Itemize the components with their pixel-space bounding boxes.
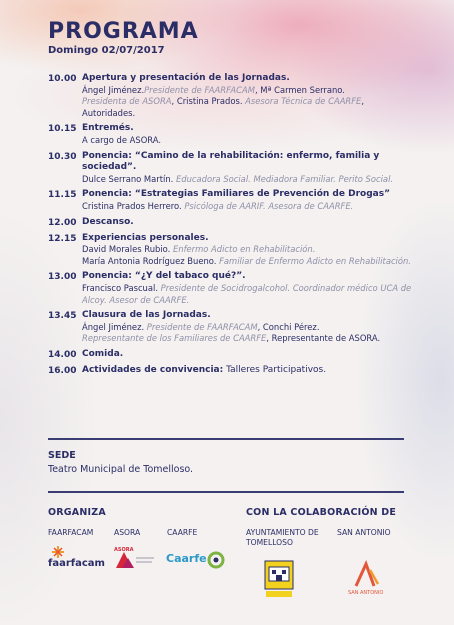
venue-name: Teatro Municipal de Tomelloso. <box>48 464 194 475</box>
page-title: PROGRAMA <box>48 19 199 44</box>
schedule-row <box>48 233 418 268</box>
schedule-row <box>48 73 418 119</box>
schedule-body <box>82 123 418 146</box>
schedule-detail-line: Dulce Serrano Martín. Educadora Social. Mediadora Familiar. Perito Social. <box>82 173 394 184</box>
schedule-body <box>82 151 418 186</box>
schedule-title: Experiencias personales. <box>82 232 209 243</box>
faarfacam-logo: faarfacam <box>48 544 98 574</box>
schedule-time: 10.15 <box>48 124 77 135</box>
schedule-row <box>48 349 418 361</box>
schedule-time: 11.15 <box>48 190 77 201</box>
schedule-title: Ponencia: “Estrategias Familiares de Prevención de Drogas” <box>82 189 390 200</box>
schedule-body <box>82 233 418 268</box>
schedule-time: 16.00 <box>48 365 77 376</box>
org-name-caarfe: CAARFE <box>167 528 198 537</box>
schedule-body <box>82 189 418 212</box>
schedule-detail-line: Cristina Prados Herrero. Psicóloga de AARIF. Asesora de CAARFE. <box>82 200 354 211</box>
colab-name-ayuntamiento: AYUNTAMIENTO DE TOMELLOSO <box>246 528 319 547</box>
schedule-body <box>82 271 418 306</box>
event-date: Domingo 02/07/2017 <box>48 45 165 56</box>
org-name-asora: ASORA <box>114 528 141 537</box>
schedule-title: Actividades de convivencia: Talleres Participativos. <box>82 364 327 375</box>
schedule-row <box>48 365 418 377</box>
schedule-detail-line: A cargo de ASORA. <box>82 134 162 145</box>
schedule-detail-line: María Antonia Rodríguez Bueno. Familiar de Enfermo Adicto en Rehabilitación. <box>82 255 411 266</box>
schedule-title: Apertura y presentación de las Jornadas. <box>82 73 290 83</box>
schedule-row <box>48 123 418 146</box>
schedule-row <box>48 310 418 345</box>
schedule-time: 13.45 <box>48 311 77 322</box>
schedule-title: Descanso. <box>82 216 134 227</box>
schedule-row <box>48 151 418 186</box>
colaboracion-title: CON LA COLABORACIÓN DE <box>246 507 397 518</box>
ayuntamiento-emblem <box>264 557 294 601</box>
schedule-detail-line: Representante de los Familiares de CAARFE, Representante de ASORA. <box>82 333 381 344</box>
schedule-detail-line: Presidenta de ASORA, Cristina Prados. Asesora Técnica de CAARFE, <box>82 96 365 107</box>
org-name-faarfacam: FAARFACAM <box>48 528 94 537</box>
program-schedule <box>48 73 418 381</box>
schedule-detail-line: Autoridades. <box>82 107 136 118</box>
schedule-time: 12.00 <box>48 217 77 228</box>
schedule-body <box>82 73 418 119</box>
schedule-time: 12.15 <box>48 233 77 244</box>
schedule-body <box>82 365 418 377</box>
schedule-detail-line: Ángel Jiménez. Presidente de FAARFACAM, Conchi Pérez. <box>82 321 320 332</box>
caarfe-logo: Caarfe <box>166 550 226 572</box>
schedule-time: 14.00 <box>48 349 77 360</box>
schedule-detail-line: Ángel Jiménez.Presidente de FAARFACAM, Mª Carmen Serrano. <box>82 84 345 95</box>
divider-bottom <box>48 491 404 493</box>
schedule-body <box>82 310 418 345</box>
schedule-detail-line: David Morales Rubio. Enfermo Adicto en Rehabilitación. <box>82 244 316 255</box>
schedule-time: 10.00 <box>48 74 77 84</box>
schedule-title: Ponencia: “¿Y del tabaco qué?”. <box>82 271 246 282</box>
schedule-row <box>48 271 418 306</box>
schedule-title: Entremés. <box>82 123 134 134</box>
schedule-row <box>48 189 418 212</box>
schedule-title: Comida. <box>82 348 124 359</box>
schedule-body <box>82 349 418 361</box>
venue-label: SEDE <box>48 450 76 461</box>
schedule-detail-line: Francisco Pascual. Presidente de Socidrogalcohol. Coordinador médico UCA de Alcoy. Asesor de CAARFE. <box>82 282 412 305</box>
schedule-body <box>82 217 418 229</box>
divider-top <box>48 438 404 440</box>
schedule-row <box>48 217 418 229</box>
schedule-time: 10.30 <box>48 151 77 162</box>
schedule-title: Ponencia: “Camino de la rehabilitación: enfermo, familia y sociedad”. <box>82 150 380 173</box>
schedule-title: Clausura de las Jornadas. <box>82 310 211 321</box>
asora-logo: ASORA <box>112 546 156 574</box>
organiza-title: ORGANIZA <box>48 507 106 518</box>
san-antonio-logo: SAN ANTONIO <box>348 560 388 600</box>
schedule-time: 13.00 <box>48 272 77 283</box>
colab-name-san-antonio: SAN ANTONIO <box>337 528 391 537</box>
